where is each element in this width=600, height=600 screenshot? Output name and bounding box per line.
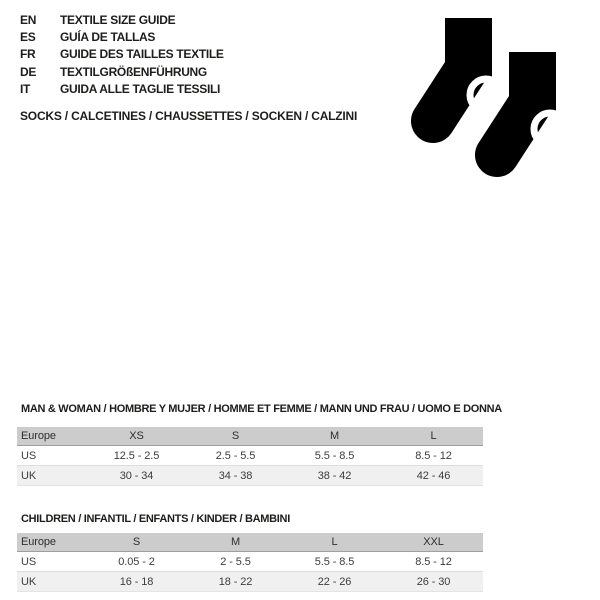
table-row-uk: [17, 572, 483, 592]
size-table-children: [17, 513, 483, 592]
language-code: EN: [20, 12, 37, 27]
language-code: IT: [20, 82, 31, 97]
table-row-us: [17, 446, 483, 466]
language-title: GUÍA DE TALLAS: [60, 30, 156, 45]
size-value: 42 - 46: [416, 469, 451, 482]
sock-back: [433, 18, 502, 121]
column-header-l: L: [331, 536, 338, 548]
language-row-it: [20, 81, 224, 98]
size-value: 16 - 18: [119, 575, 154, 588]
size-value: 8.5 - 12: [415, 555, 452, 568]
row-label-us: US: [21, 555, 37, 568]
language-code: DE: [20, 64, 37, 79]
language-row-de: [20, 63, 224, 80]
language-code: FR: [20, 47, 36, 62]
column-header-m: M: [230, 536, 241, 548]
category-line: SOCKS / CALCETINES / CHAUSSETTES / SOCKEN / CALZINI: [20, 109, 358, 123]
size-value: 5.5 - 8.5: [314, 555, 355, 568]
size-table: [17, 427, 483, 486]
language-title: GUIDA ALLE TAGLIE TESSILI: [60, 82, 221, 97]
size-value: 0.05 - 2: [118, 555, 155, 568]
size-value: 38 - 42: [317, 469, 352, 482]
language-title: TEXTILGRÖßENFÜHRUNG: [60, 64, 207, 79]
size-value: 26 - 30: [416, 575, 451, 588]
table-row-us: [17, 552, 483, 572]
size-value: 34 - 38: [218, 469, 253, 482]
language-list: [20, 11, 224, 98]
size-value: 12.5 - 2.5: [113, 449, 160, 462]
row-label-uk: UK: [21, 575, 37, 588]
column-header-europe: Europe: [21, 536, 56, 548]
table-header-row: [17, 533, 483, 552]
table-title-children: CHILDREN / INFANTIL / ENFANTS / KINDER / BAMBINI: [21, 513, 290, 525]
size-value: 5.5 - 8.5: [314, 449, 355, 462]
column-header-m: M: [329, 430, 340, 442]
size-value: 18 - 22: [218, 575, 253, 588]
column-header-europe: Europe: [21, 430, 56, 442]
column-header-xxl: XXL: [423, 536, 444, 548]
table-header-row: [17, 427, 483, 446]
language-title: TEXTILE SIZE GUIDE: [60, 12, 176, 27]
table-title-man-woman: MAN & WOMAN / HOMBRE Y MUJER / HOMME ET FEMME / MANN UND FRAU / UOMO E DONNA: [21, 403, 502, 415]
table-row-uk: [17, 466, 483, 486]
socks-icon-shapes: [433, 18, 566, 155]
column-header-l: L: [430, 430, 437, 442]
size-value: 2.5 - 5.5: [215, 449, 256, 462]
language-row-en: [20, 11, 224, 28]
size-value: 30 - 34: [119, 469, 154, 482]
size-table-man-woman: [17, 403, 502, 486]
size-value: 2 - 5.5: [220, 555, 251, 568]
size-table: [17, 533, 483, 592]
language-row-fr: [20, 46, 224, 63]
row-label-us: US: [21, 449, 37, 462]
sock-front: [497, 52, 566, 155]
language-row-es: [20, 28, 224, 45]
language-title: GUIDE DES TAILLES TEXTILE: [60, 47, 224, 62]
size-value: 22 - 26: [317, 575, 352, 588]
column-header-xs: XS: [129, 430, 144, 442]
size-value: 8.5 - 12: [415, 449, 452, 462]
column-header-s: S: [231, 430, 240, 442]
socks-icon: [400, 5, 590, 185]
row-label-uk: UK: [21, 469, 37, 482]
column-header-s: S: [132, 536, 141, 548]
language-code: ES: [20, 30, 36, 45]
